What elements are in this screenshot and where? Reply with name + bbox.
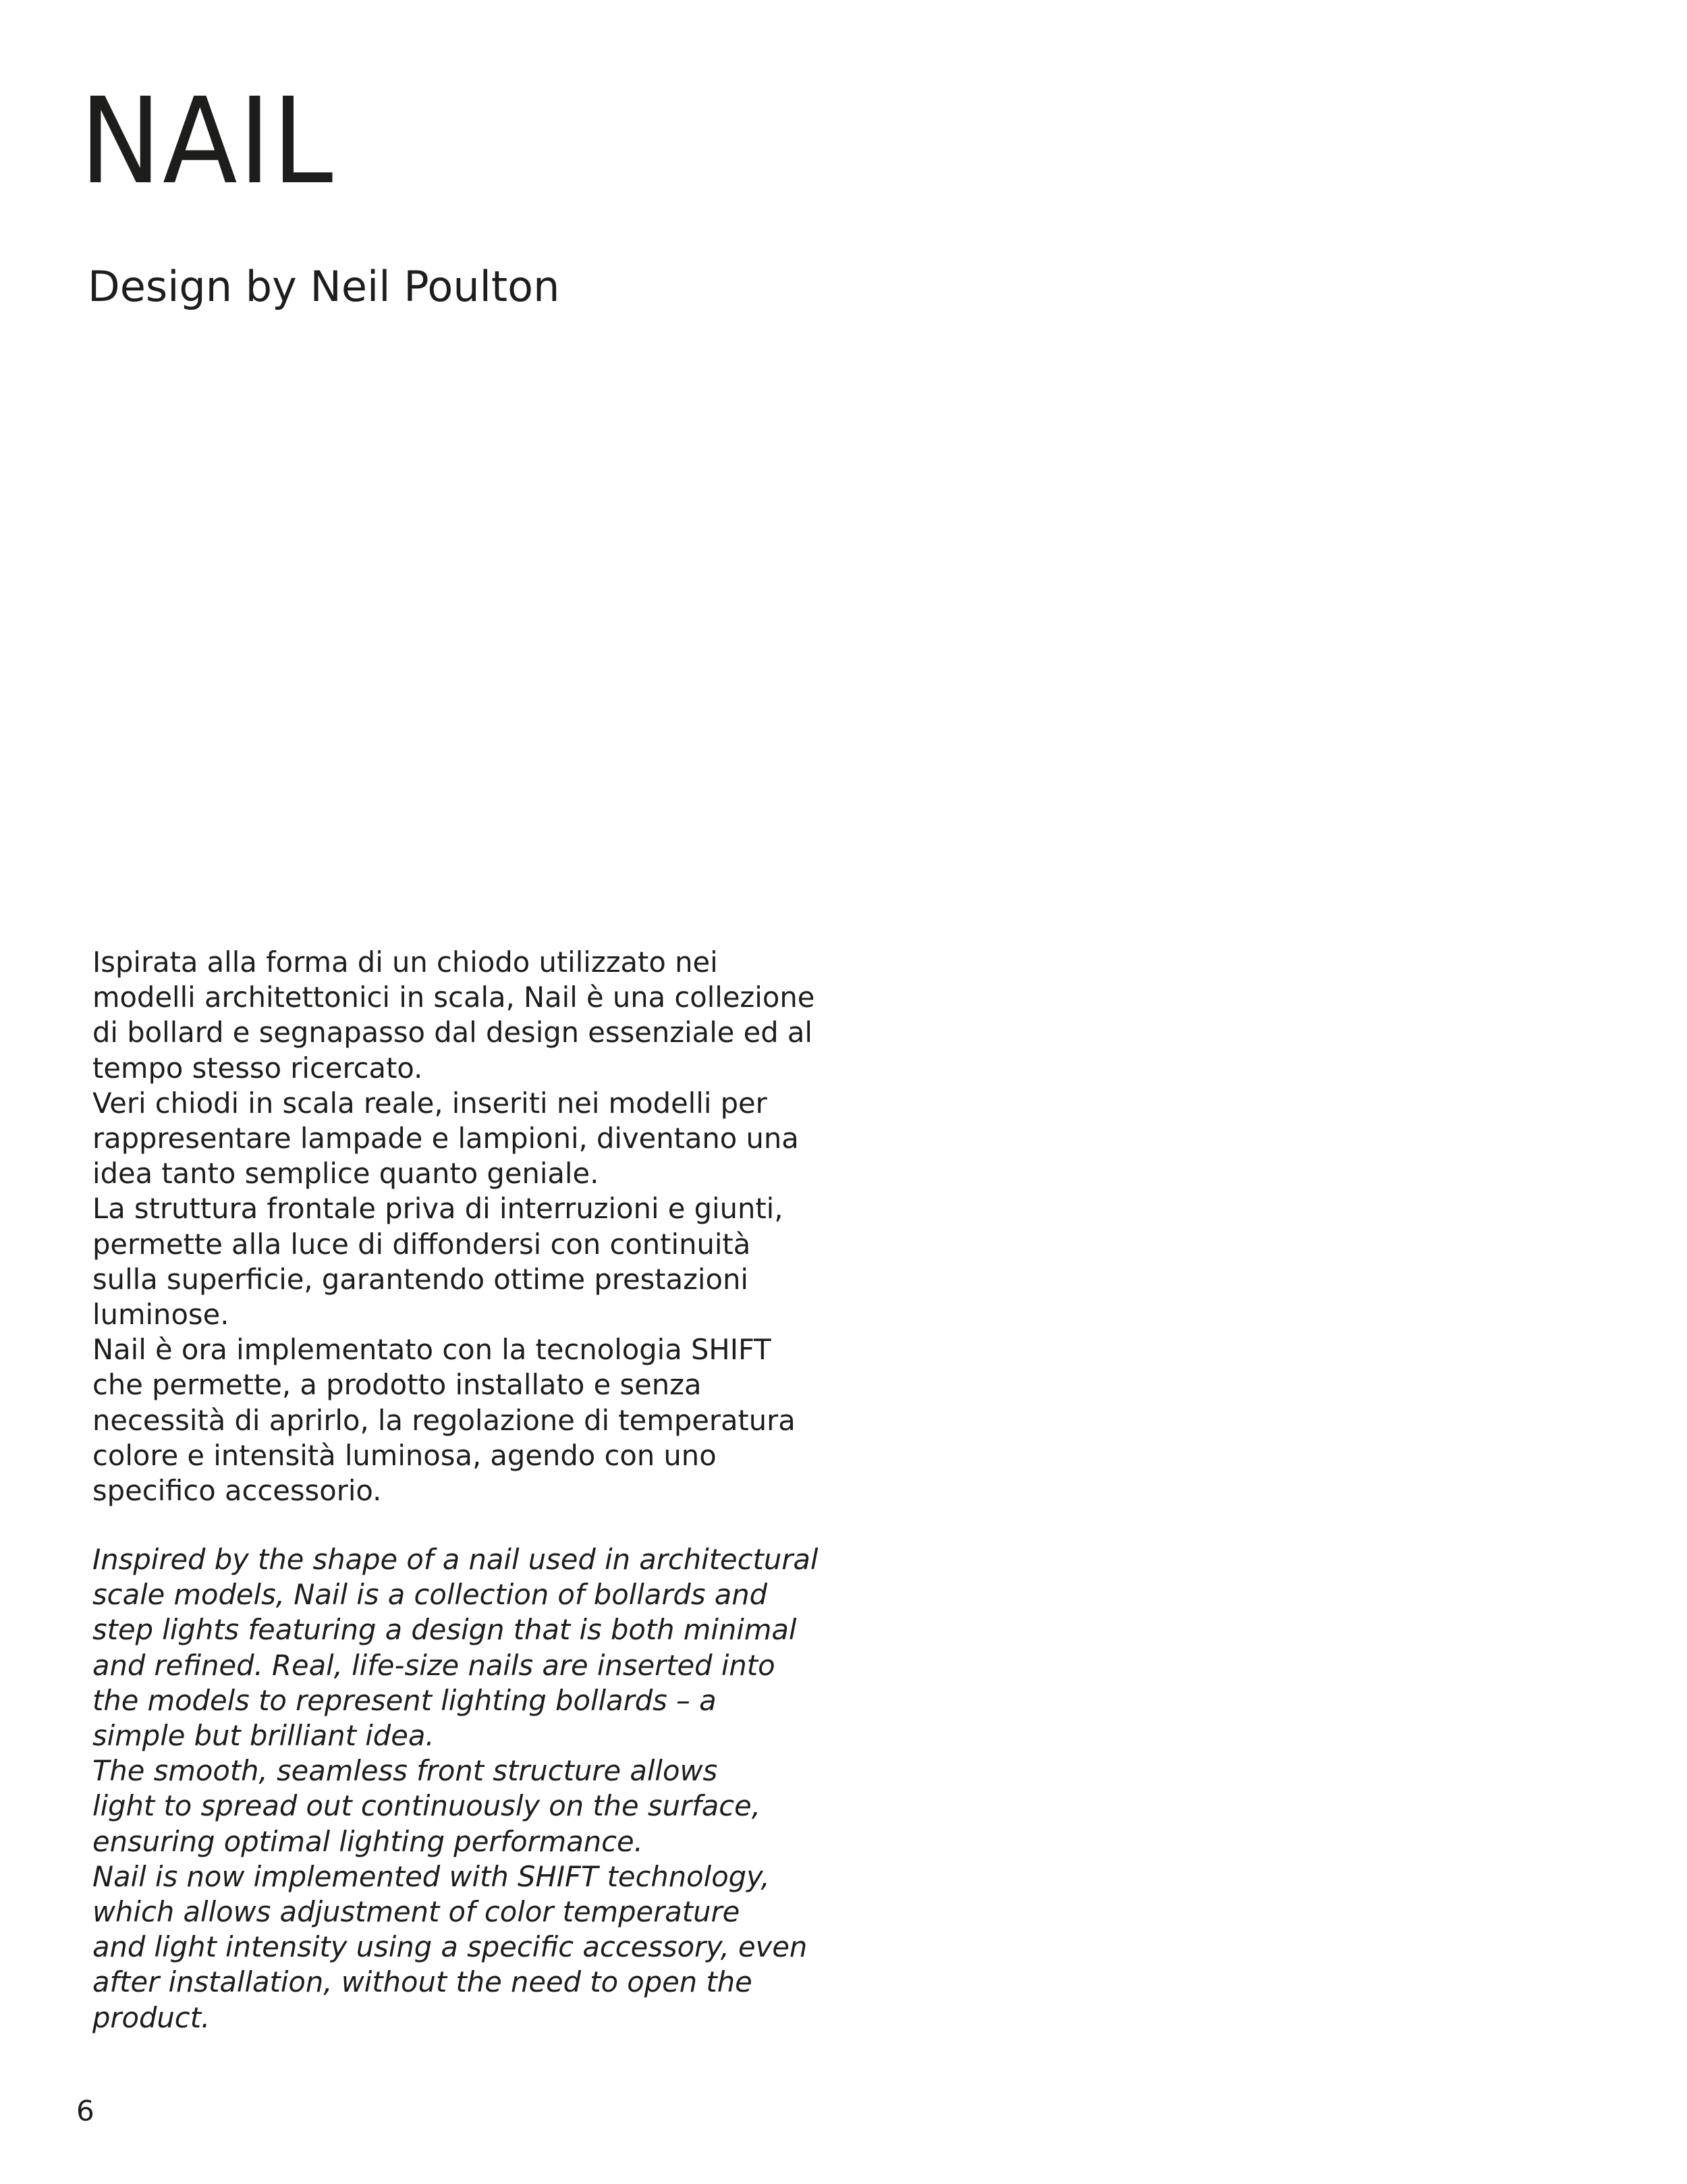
text-line: permette alla luce di diffondersi con continuità bbox=[92, 1227, 751, 1261]
text-line: sulla superficie, garantendo ottime prestazioni bbox=[92, 1262, 748, 1296]
text-line: necessità di aprirlo, la regolazione di temperatura bbox=[92, 1403, 796, 1437]
text-line: che permette, a prodotto installato e senza bbox=[92, 1368, 702, 1402]
text-line: step lights featuring a design that is both minimal bbox=[92, 1613, 797, 1647]
text-line: La struttura frontale priva di interruzioni e giunti, bbox=[92, 1192, 783, 1226]
page-number: 6 bbox=[76, 2094, 94, 2127]
text-line: ensuring optimal lighting performance. bbox=[92, 1824, 643, 1858]
text-line: rappresentare lampade e lampioni, diventano una bbox=[92, 1122, 799, 1155]
text-line: Veri chiodi in scala reale, inseriti nei modelli per bbox=[92, 1086, 767, 1120]
text-line: The smooth, seamless front structure allows bbox=[92, 1754, 718, 1788]
text-line: specifico accessorio. bbox=[92, 1474, 382, 1508]
text-line: simple but brilliant idea. bbox=[92, 1719, 435, 1753]
text-line: idea tanto semplice quanto geniale. bbox=[92, 1157, 599, 1191]
text-line: light to spread out continuously on the surface, bbox=[92, 1789, 760, 1823]
designer-credit: Design by Neil Poulton bbox=[88, 262, 560, 311]
english-description bbox=[92, 1542, 848, 2036]
text-line: Inspired by the shape of a nail used in architectural bbox=[92, 1543, 819, 1576]
text-line: Ispirata alla forma di un chiodo utilizzato nei bbox=[92, 946, 718, 979]
text-line: scale models, Nail is a collection of bollards and bbox=[92, 1578, 768, 1612]
text-line: tempo stesso ricercato. bbox=[92, 1051, 423, 1085]
text-line: Nail è ora implementato con la tecnologia SHIFT bbox=[92, 1333, 771, 1367]
text-line: and light intensity using a specific accessory, even bbox=[92, 1930, 808, 1964]
text-line: the models to represent lighting bollards – a bbox=[92, 1683, 717, 1717]
text-line: colore e intensità luminosa, agendo con uno bbox=[92, 1438, 717, 1472]
text-line: after installation, without the need to open the bbox=[92, 1965, 752, 1999]
italian-description bbox=[92, 945, 848, 1508]
text-line: which allows adjustment of color temperature bbox=[92, 1895, 740, 1929]
page-title: NAIL bbox=[80, 72, 335, 211]
text-line: Nail is now implemented with SHIFT technology, bbox=[92, 1859, 770, 1893]
text-line: and refined. Real, life-size nails are inserted into bbox=[92, 1648, 775, 1682]
text-line: di bollard e segnapasso dal design essenziale ed al bbox=[92, 1016, 812, 1049]
text-line: modelli architettonici in scala, Nail è una collezione bbox=[92, 981, 815, 1014]
text-line: product. bbox=[92, 2000, 211, 2034]
text-line: luminose. bbox=[92, 1298, 229, 1332]
